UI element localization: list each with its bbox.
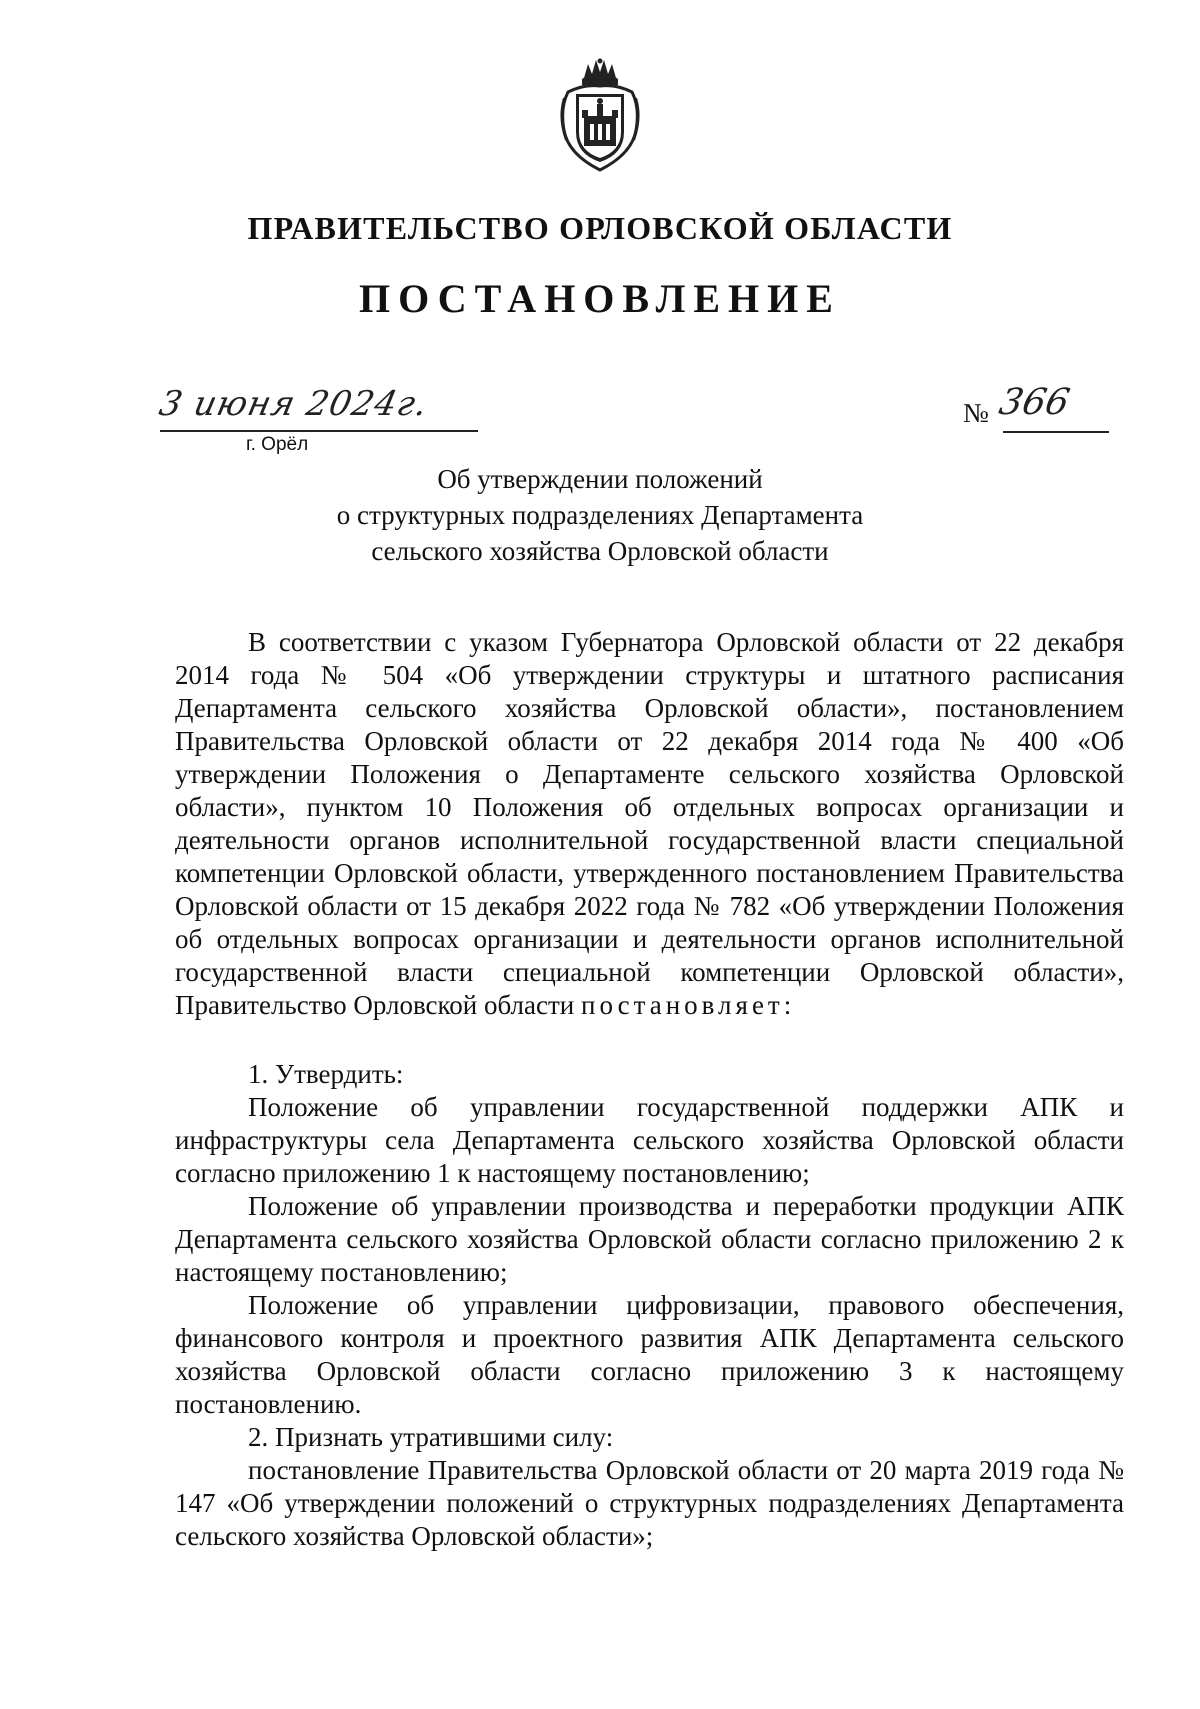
item-2-paragraph-a: постановление Правительства Орловской области от 20 марта 2019 года № 147 «Об утверждении положений о структурных подразделениях Департамента сельского хозяйства Орловской области»; <box>175 1455 1124 1551</box>
handwritten-number: 366 <box>995 382 1074 423</box>
number-underline <box>1003 431 1109 433</box>
item-1-title: 1. Утвердить: <box>248 1059 404 1089</box>
preamble-paragraph <box>175 626 1124 1022</box>
document-body <box>175 626 1124 1553</box>
preamble-text: В соответствии с указом Губернатора Орловской области от 22 декабря 2014 года № 504 «Об утверждении структуры и штатного расписания Департамента сельского хозяйства Орловской области», постановлением Правительства Орловской области от 22 декабря 2014 года № 400 «Об утверждении Положения о Департаменте сельского хозяйства Орловской области», пунктом 10 Положения об отдельных вопросах организации и деятельности органов исполнительной государственной власти специальной компетенции Орловской области, утвержденного постановлением Правительства Орловской области от 15 декабря 2022 года № 782 «Об утверждении Положения об отдельных вопросах организации и деятельности органов исполнительной государственной власти специальной компетенции Орловской области», Правительство Орловской области <box>175 627 1124 1020</box>
date-underline <box>160 430 478 432</box>
organization-title: ПРАВИТЕЛЬСТВО ОРЛОВСКОЙ ОБЛАСТИ <box>247 210 953 246</box>
document-subject <box>0 461 1200 569</box>
orel-oblast-coat-of-arms-icon <box>554 58 646 174</box>
subject-line: о структурных подразделениях Департамента <box>336 500 864 530</box>
resolves-word: постановляет: <box>581 990 796 1020</box>
handwritten-date: 3 июня 2024г. <box>155 384 432 424</box>
item-1-paragraph-b: Положение об управлении производства и переработки продукции АПК Департамента сельского хозяйства Орловской области согласно приложению 2 к настоящему постановлению; <box>175 1191 1124 1287</box>
subject-line: сельского хозяйства Орловской области <box>371 536 829 566</box>
document-type-title: ПОСТАНОВЛЕНИЕ <box>359 276 841 321</box>
item-1-paragraph-c: Положение об управлении цифровизации, правового обеспечения, финансового контроля и проектного развития АПК Департамента сельского хозяйства Орловской области согласно приложению 3 к настоящему постановлению. <box>175 1290 1124 1419</box>
item-1-paragraph-a: Положение об управлении государственной поддержки АПК и инфраструктуры села Департамента сельского хозяйства Орловской области согласно приложению 1 к настоящему постановлению; <box>175 1092 1124 1188</box>
item-2-title: 2. Признать утратившими силу: <box>248 1422 614 1452</box>
city-label: г. Орёл <box>246 434 309 455</box>
subject-line: Об утверждении положений <box>437 464 763 494</box>
number-label: № <box>963 398 989 428</box>
